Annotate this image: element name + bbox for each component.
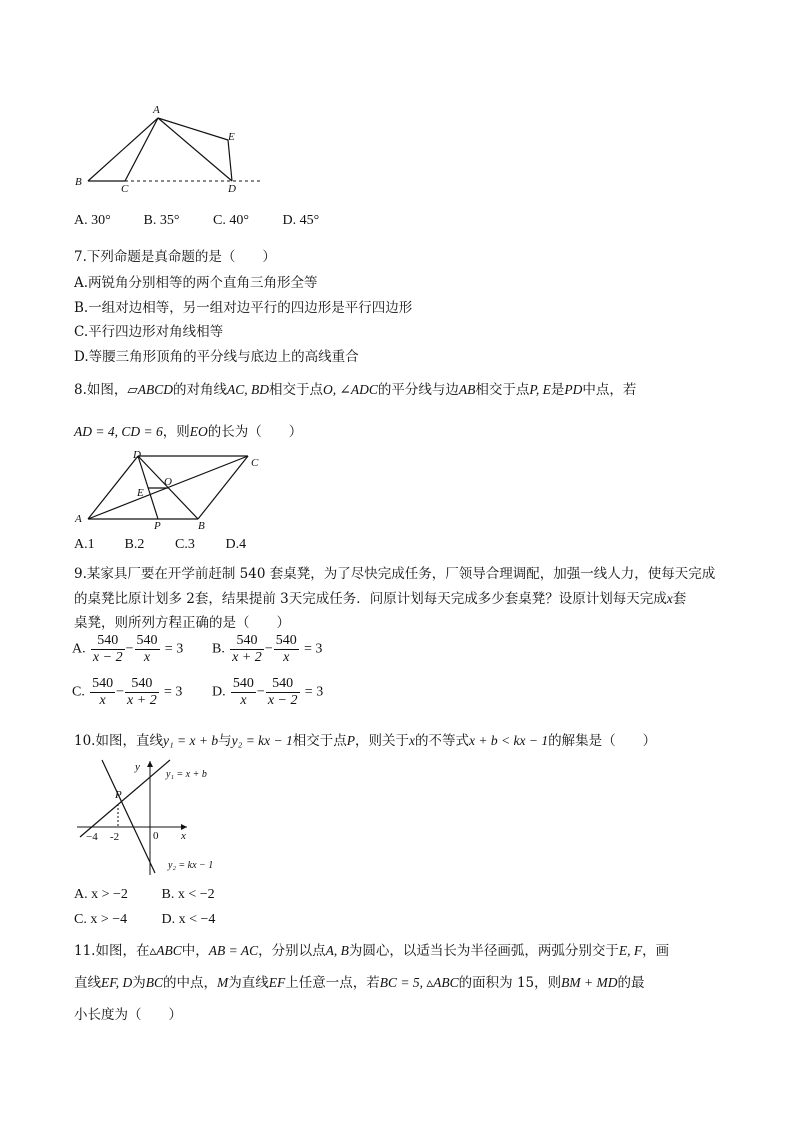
fig8-label-c: C [251,457,259,469]
fig6-label-e: E [228,131,235,143]
q8-option-a: A.1 [74,537,95,552]
q10-option-a: A. x > −2 [74,887,128,902]
q6-option-b: B. 35° [143,213,180,228]
q9-stem-line2: 的桌凳比原计划多 2套，结果提前 3天完成任务．问原计划每天完成多少套桌凳？设原计划每天完成x套 [74,591,687,607]
q7-option-d: D.等腰三角形顶角的平分线与底边上的高线重合 [74,349,359,365]
q8-stem-line1: 8.如图，▱ABCD的对角线AC, BD相交于点O, ∠ADC的平分线与边AB相交于点P, E是PD中点，若 [74,382,637,398]
q8-options [74,537,273,553]
q8-stem-line2: AD = 4, CD = 6，则EO的长为（ ） [74,424,303,440]
q8-option-b: B.2 [124,537,145,552]
q11-stem-line1: 11.如图，在▵ABC中，AB = AC，分别以点A, B为圆心，以适当长为半径画弧，两弧分别交于E, F，画 [74,943,670,959]
q10-stem: 10.如图，直线y₁ = x + b与y₂ = kx − 1相交于点P，则关于x的不等式x + b < kx − 1的解集是（ ） [74,733,657,749]
fig10-tick-m2: -2 [110,831,120,843]
q7-option-a: A.两锐角分别相等的两个直角三角形全等 [74,275,318,291]
fig8-label-p: P [154,520,161,532]
q11-stem-line3: 小长度为（ ） [74,1007,182,1023]
q6-option-a: A. 30° [74,213,111,228]
q9-option-b: B. $\frac{540}{x + 2}$ − $\frac{540}{x}$ = 3 [212,633,323,665]
q10-options-row1 [74,887,215,903]
q6-option-d: D. 45° [282,213,320,228]
fig6-label-a: A [153,104,160,116]
fig10-line2-label: y₂ = kx − 1 [168,860,214,871]
q9-option-a: A. $\frac{540}{x - 2}$ − $\frac{540}{x}$ = 3 [72,633,184,665]
fig8-label-e: E [137,487,144,499]
q7-option-c: C.平行四边形对角线相等 [74,324,224,340]
fig10-label-x: x [181,830,186,842]
q8-option-d: D.4 [225,537,247,552]
q9-option-d: D. $\frac{540}{x}$ − $\frac{540}{x - 2}$ = 3 [212,676,324,708]
q9-stem-line3: 桌凳，则所列方程正确的是（ ） [74,615,290,631]
fig10-label-p: P [115,789,122,801]
q8-option-c: C.3 [175,537,195,552]
fig8-label-o: O [164,476,172,488]
q8-figure [70,448,270,533]
fig10-label-origin: 0 [153,830,159,842]
fig8-label-b: B [198,520,205,532]
q6-figure [70,100,270,195]
fig6-label-c: C [121,183,129,195]
q10-figure [72,755,232,880]
q11-stem-line2: 直线EF, D为BC的中点，M为直线EF上任意一点，若BC = 5, ▵ABC的面积为 15，则BM + MD的最 [74,975,645,991]
q10-option-d: D. x < −4 [161,912,216,927]
fig8-label-a: A [75,513,82,525]
q10-options-row2 [74,912,215,928]
fig8-label-d: D [133,449,141,461]
q10-option-c: C. x > −4 [74,912,128,927]
fig6-label-b: B [75,176,82,188]
q9-option-c: C. $\frac{540}{x}$ − $\frac{540}{x + 2}$ = 3 [72,676,183,708]
q10-option-b: B. x < −2 [161,887,215,902]
q9-stem-line1: 9.某家具厂要在开学前赶制 540 套桌凳，为了尽快完成任务，厂领导合理调配，加强一线人力，使每天完成 [74,566,716,582]
q6-option-c: C. 40° [213,213,249,228]
fig10-label-y: y [135,761,140,773]
fig10-tick-m4: −4 [86,831,98,843]
q7-option-b: B.一组对边相等，另一组对边平行的四边形是平行四边形 [74,300,413,316]
q7-stem: 7.下列命题是真命题的是（ ） [74,249,276,265]
fig10-line1-label: y₁ = x + b [166,769,207,780]
q6-options [74,213,349,229]
fig6-label-d: D [228,183,236,195]
